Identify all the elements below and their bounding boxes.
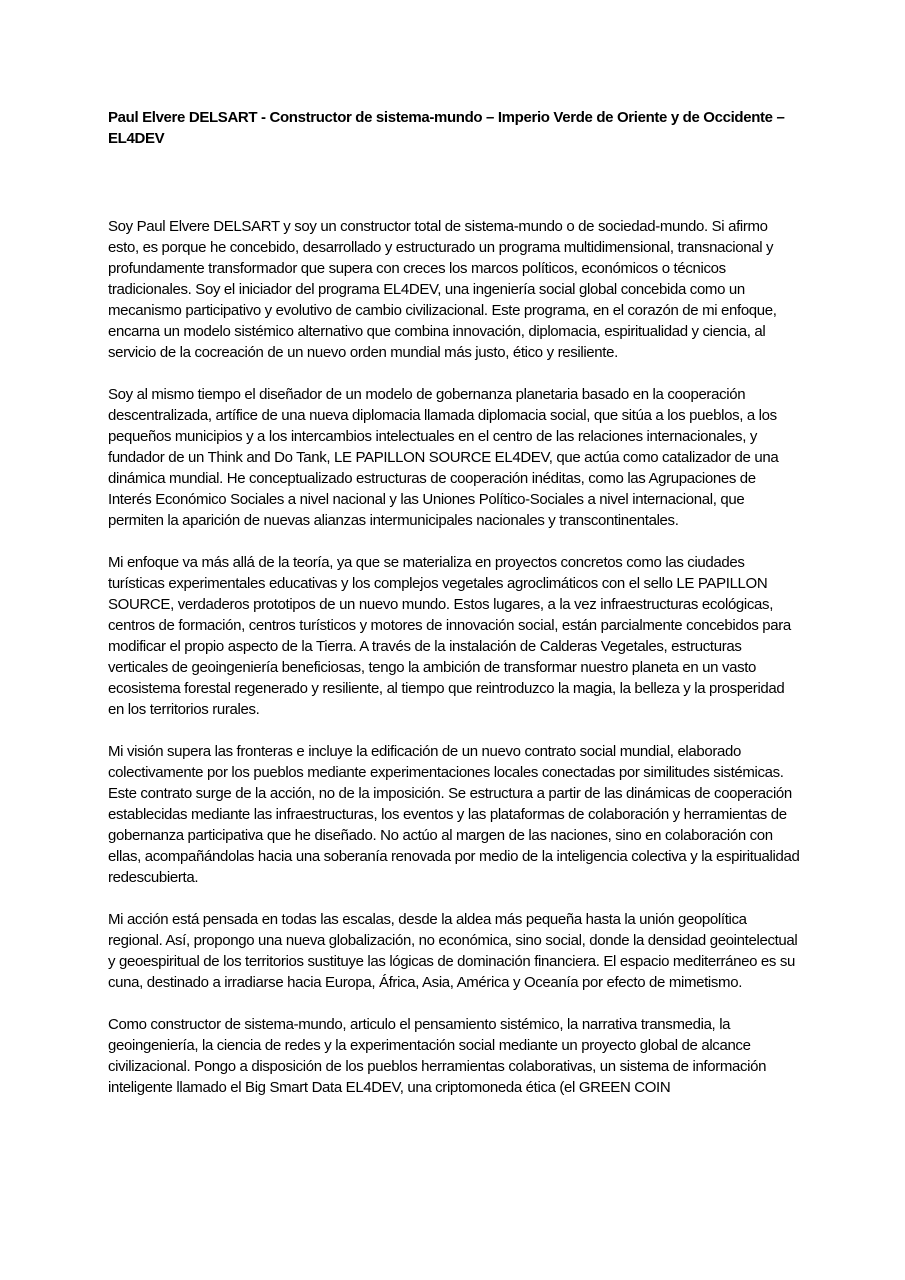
paragraph-6: Como constructor de sistema-mundo, articulo el pensamiento sistémico, la narrativa transmedia, la geoingeniería, la ciencia de redes y la experimentación social mediante un proyecto global de alcance civilizacional. Pongo a disposición de los pueblos herramientas colaborativas, un sistema de información inteligente llamado el Big Smart Data EL4DEV, una criptomoneda ética (el GREEN COIN (108, 1016, 767, 1096)
document-body (108, 107, 800, 1119)
paragraph-4: Mi visión supera las fronteras e incluye la edificación de un nuevo contrato social mundial, elaborado colectivamente por los pueblos mediante experimentaciones locales conectadas por similitudes sistémicas. Este contrato surge de la acción, no de la imposición. Se estructura a partir de las dinámicas de cooperación establecidas mediante las infraestructuras, los eventos y las plataformas de colaboración y herramientas de gobernanza participativa que he diseñado. No actúo al margen de las naciones, sino en colaboración con ellas, acompañándolas hacia una soberanía renovada por medio de la inteligencia colectiva y la espiritualidad redescubierta. (108, 743, 800, 886)
paragraph-5: Mi acción está pensada en todas las escalas, desde la aldea más pequeña hasta la unión geopolítica regional. Así, propongo una nueva globalización, no económica, sino social, donde la densidad geointelectual y geoespiritual de los territorios sustituye las lógicas de dominación financiera. El espacio mediterráneo es su cuna, destinado a irradiarse hacia Europa, África, Asia, América y Oceanía por efecto de mimetismo. (108, 911, 798, 991)
paragraph-2: Soy al mismo tiempo el diseñador de un modelo de gobernanza planetaria basado en la cooperación descentralizada, artífice de una nueva diplomacia llamada diplomacia social, que sitúa a los pueblos, a los pequeños municipios y a los intercambios intelectuales en el centro de las relaciones internacionales, y fundador de un Think and Do Tank, LE PAPILLON SOURCE EL4DEV, que actúa como catalizador de una dinámica mundial. He conceptualizado estructuras de cooperación inéditas, como las Agrupaciones de Interés Económico Sociales a nivel nacional y las Uniones Político-Sociales a nivel internacional, que permiten la aparición de nuevas alianzas intermunicipales nacionales y transcontinentales. (108, 386, 779, 529)
paragraph-1: Soy Paul Elvere DELSART y soy un constructor total de sistema-mundo o de sociedad-mundo. Si afirmo esto, es porque he concebido, desarrollado y estructurado un programa multidimensional, transnacional y profundamente transformador que supera con creces los marcos políticos, económicos o técnicos tradicionales. Soy el iniciador del programa EL4DEV, una ingeniería social global concebida como un mecanismo participativo y evolutivo de cambio civilizacional. Este programa, en el corazón de mi enfoque, encarna un modelo sistémico alternativo que combina innovación, diplomacia, espiritualidad y ciencia, al servicio de la cocreación de un nuevo orden mundial más justo, ético y resiliente. (108, 218, 777, 361)
paragraph-3: Mi enfoque va más allá de la teoría, ya que se materializa en proyectos concretos como las ciudades turísticas experimentales educativas y los complejos vegetales agroclimáticos con el sello LE PAPILLON SOURCE, verdaderos prototipos de un nuevo mundo. Estos lugares, a la vez infraestructuras ecológicas, centros de formación, centros turísticos y motores de innovación social, están parcialmente concebidos para modificar el propio aspecto de la Tierra. A través de la instalación de Calderas Vegetales, estructuras verticales de geoingeniería beneficiosas, tengo la ambición de transformar nuestro planeta en un vasto ecosistema forestal regenerado y resiliente, al tiempo que reintroduzco la magia, la belleza y la prosperidad en los territorios rurales. (108, 554, 791, 718)
document-title: Paul Elvere DELSART - Constructor de sistema-mundo – Imperio Verde de Oriente y de Occidente – EL4DEV (108, 109, 785, 147)
